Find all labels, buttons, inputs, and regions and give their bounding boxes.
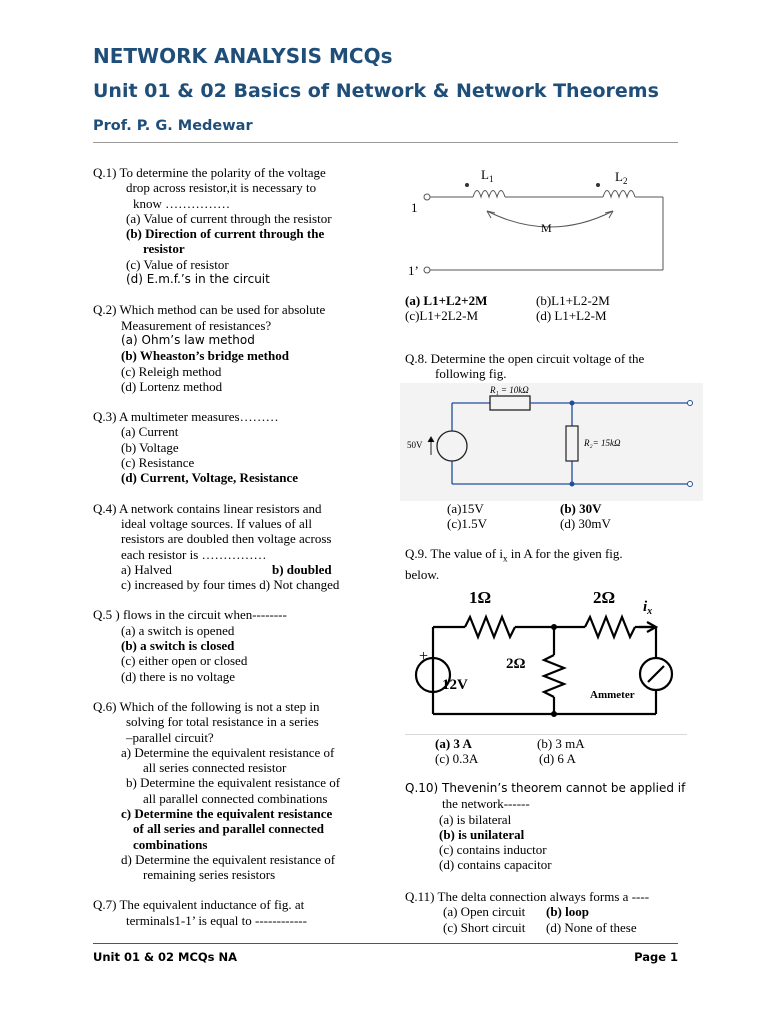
left-column xyxy=(93,165,393,943)
junction-dot xyxy=(570,482,575,487)
question-7 xyxy=(93,897,393,928)
option-c: (c) Value of resistor xyxy=(126,256,229,272)
label-1ohm: 1Ω xyxy=(469,588,492,607)
option-d: (d) 6 A xyxy=(539,751,576,767)
figure-divider xyxy=(405,734,687,735)
question-text: drop across resistor,it is necessary to xyxy=(126,180,317,196)
question-text: resistors are doubled then voltage across xyxy=(121,531,332,547)
voltage-source xyxy=(437,431,467,461)
question-text: Q.4) A network contains linear resistors and xyxy=(93,500,322,516)
option-b: b) Determine the equivalent resistance of xyxy=(126,775,341,791)
option-d: d) Determine the equivalent resistance of xyxy=(121,851,336,867)
question-text: Q.1) To determine the polarity of the voltage xyxy=(93,165,326,180)
junction-dot xyxy=(551,711,557,717)
option-b-answer: (b) Wheaston’s bridge method xyxy=(121,348,289,364)
question-text: terminals1-1’ is equal to ------------ xyxy=(126,912,307,928)
option-d: (d) Lortenz method xyxy=(121,378,223,394)
question-text: –parallel circuit? xyxy=(126,729,214,745)
option-b-answer: (b) Direction of current through the xyxy=(126,226,325,242)
option-b: (b) Voltage xyxy=(121,439,179,455)
figure-voltage-divider xyxy=(400,383,703,501)
options-row xyxy=(405,920,649,935)
label-plus: + xyxy=(419,648,429,665)
option-d: (d) there is no voltage xyxy=(121,668,236,684)
question-text: Measurement of resistances? xyxy=(121,317,272,333)
option-b-answer: (b) loop xyxy=(546,904,589,920)
question-1 xyxy=(93,165,393,287)
option-c-answer: combinations xyxy=(133,836,208,852)
option-b-answer: resistor xyxy=(143,241,185,257)
document-subtitle: Unit 01 & 02 Basics of Network & Network Theorems xyxy=(93,80,659,102)
output-terminal xyxy=(688,482,693,487)
q8-options xyxy=(447,501,611,532)
options-row xyxy=(405,308,607,324)
options-row xyxy=(447,501,602,516)
terminal-1-prime xyxy=(424,267,430,273)
option-d: (d) E.m.f.’s in the circuit xyxy=(126,272,270,287)
question-text: Q.7) The equivalent inductance of fig. at xyxy=(93,897,305,913)
option-c: (c) 0.3A xyxy=(435,751,479,767)
question-text: ideal voltage sources. If values of all xyxy=(121,515,312,531)
dot-marker xyxy=(596,183,600,187)
label-l2: $L_2$ xyxy=(615,169,628,186)
question-text: each resistor is …………… xyxy=(121,546,267,562)
option-b-answer: (b) 30V xyxy=(560,501,602,516)
header-rule xyxy=(93,142,678,143)
option-d: remaining series resistors xyxy=(143,867,276,883)
question-text: Q.9. The value of $i_x$ in A for the given fig. xyxy=(405,546,623,564)
label-2ohm-shunt: 2Ω xyxy=(506,656,526,672)
option-a: all series connected resistor xyxy=(143,760,287,776)
option-b: all parallel connected combinations xyxy=(143,790,328,806)
option-c: (c) contains inductor xyxy=(439,842,547,858)
option-c: (c) Resistance xyxy=(121,455,195,471)
terminal-1 xyxy=(424,194,430,200)
option-c: (c) either open or closed xyxy=(121,653,248,669)
label-ix: $i_x$ xyxy=(643,599,653,617)
option-c: (c) Releigh method xyxy=(121,363,222,379)
question-3 xyxy=(93,409,393,485)
q7-options xyxy=(405,293,610,324)
question-text: Q.10) Thevenin’s theorem cannot be applied if xyxy=(405,781,686,795)
label-ammeter: Ammeter xyxy=(590,689,635,701)
question-11 xyxy=(405,889,649,935)
inductor-l1 xyxy=(473,191,505,198)
resistor-2ohm-series xyxy=(585,617,635,637)
options-row xyxy=(435,751,576,767)
question-2 xyxy=(93,302,393,394)
figure-ammeter-circuit xyxy=(405,583,687,733)
resistor-r2 xyxy=(566,426,578,461)
option-d: (d) None of these xyxy=(546,919,637,935)
question-text: following fig. xyxy=(435,366,507,382)
option-a: (a) Value of current through the resistor xyxy=(126,210,332,226)
question-text: the network------ xyxy=(442,796,530,812)
footer-rule xyxy=(93,943,678,944)
document-author: Prof. P. G. Medewar xyxy=(93,118,253,134)
option-c: (c) Short circuit xyxy=(443,919,526,935)
footer-left: Unit 01 & 02 MCQs NA xyxy=(93,950,238,964)
resistor-r1 xyxy=(490,396,530,410)
option-a: (a) is bilateral xyxy=(439,811,512,827)
question-5 xyxy=(93,607,393,683)
figure-coupled-inductors xyxy=(405,165,670,280)
q9-options xyxy=(435,736,585,767)
question-text: Q.5 ) flows in the circuit when-------- xyxy=(93,607,287,623)
option-b-answer: (b) is unilateral xyxy=(439,826,525,842)
inductor-l2 xyxy=(603,191,635,198)
label-r2: R₂= 15kΩ xyxy=(584,438,621,448)
option-c: (c)L1+2L2-M xyxy=(405,308,479,324)
option-a: (a) Current xyxy=(121,424,179,440)
question-text: Q.11) The delta connection always forms a ---- xyxy=(405,889,650,904)
option-a: (a) a switch is opened xyxy=(121,622,235,638)
option-a: a) Halved xyxy=(121,561,172,577)
option-a: (a) Open circuit xyxy=(443,904,526,920)
option-c: (c)1.5V xyxy=(447,516,488,532)
question-text: solving for total resistance in a series xyxy=(126,714,319,730)
options-row xyxy=(405,293,610,308)
option-c-answer: c) Determine the equivalent resistance xyxy=(121,805,333,821)
question-text: below. xyxy=(405,566,440,582)
question-text: Q.6) Which of the following is not a step in xyxy=(93,698,320,714)
options-row xyxy=(447,516,611,532)
question-4 xyxy=(93,501,393,593)
output-terminal xyxy=(688,401,693,406)
option-d: (d) 30mV xyxy=(560,516,611,532)
question-text: Q.8. Determine the open circuit voltage of the xyxy=(405,351,645,366)
resistor-2ohm-shunt xyxy=(544,655,564,697)
question-text: know …………… xyxy=(133,195,231,211)
options-row xyxy=(435,736,585,751)
label-l1: $L_1$ xyxy=(481,167,494,184)
options-ab xyxy=(93,562,393,577)
option-a-answer: (a) 3 A xyxy=(435,736,472,751)
question-text: Q.2) Which method can be used for absolute xyxy=(93,302,326,318)
option-b-answer: (b) a switch is closed xyxy=(121,638,235,654)
question-text: Q.3) A multimeter measures……… xyxy=(93,409,279,425)
resistor-1ohm xyxy=(465,617,515,637)
option-b: (b)L1+L2-2M xyxy=(536,293,610,308)
label-terminal-1: 1 xyxy=(411,200,418,215)
page-number: Page 1 xyxy=(634,950,678,964)
option-b-answer: b) doubled xyxy=(272,561,332,577)
option-a: a) Determine the equivalent resistance of xyxy=(121,744,335,760)
junction-dot xyxy=(570,401,575,406)
label-terminal-1-prime: 1’ xyxy=(408,263,419,278)
label-m: M xyxy=(541,221,552,235)
label-12v: 12V xyxy=(442,677,468,693)
question-10 xyxy=(405,781,685,873)
option-d: (d) contains capacitor xyxy=(439,857,552,873)
option-b: (b) 3 mA xyxy=(537,736,585,751)
label-r1: R₁ = 10kΩ xyxy=(490,385,529,395)
option-d: (d) L1+L2-M xyxy=(536,308,607,324)
document-title: NETWORK ANALYSIS MCQs xyxy=(93,44,393,68)
option-c-answer: of all series and parallel connected xyxy=(133,821,325,837)
option-a: (a)15V xyxy=(447,501,484,516)
question-6 xyxy=(93,699,393,883)
option-a: (a) Ohm’s law method xyxy=(121,332,255,347)
options-row xyxy=(405,904,649,919)
junction-dot xyxy=(551,624,557,630)
option-a-answer: (a) L1+L2+2M xyxy=(405,293,488,308)
option-d-answer: (d) Current, Voltage, Resistance xyxy=(121,470,299,486)
label-2ohm: 2Ω xyxy=(593,588,616,607)
dot-marker xyxy=(465,183,469,187)
question-8 xyxy=(405,351,644,382)
options-cd: c) increased by four times d) Not changed xyxy=(121,577,340,593)
label-source: 50V xyxy=(407,440,423,450)
question-9 xyxy=(405,546,623,582)
